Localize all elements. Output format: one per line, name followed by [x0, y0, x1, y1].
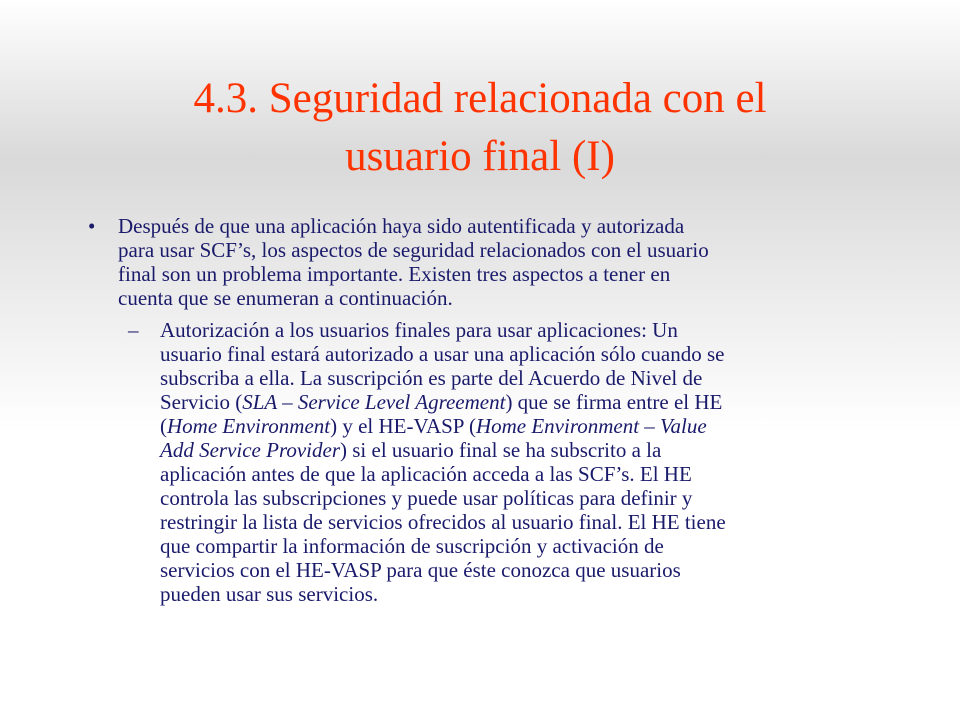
text-line: aplicación antes de que la aplicación acceda a las SCF’s. El HE: [160, 462, 692, 486]
bullet-level-1-text: [118, 214, 838, 310]
text-line: final son un problema importante. Existen tres aspectos a tener en: [118, 262, 671, 286]
text-line: [160, 438, 840, 462]
text-line: [160, 390, 840, 414]
text-fragment: ) y el HE-VASP (: [330, 414, 476, 438]
text-line: usuario final estará autorizado a usar una aplicación sólo cuando se: [160, 342, 725, 366]
text-fragment: ) que se firma entre el HE: [505, 390, 723, 414]
slide-title: [0, 70, 960, 186]
bullet-dash-icon: –: [128, 318, 139, 342]
text-fragment: Servicio (: [160, 390, 243, 414]
text-line: Después de que una aplicación haya sido autentificada y autorizada: [118, 214, 685, 238]
text-line: pueden usar sus servicios.: [160, 582, 379, 606]
italic-term: SLA – Service Level Agreement: [242, 390, 506, 414]
text-line: servicios con el HE-VASP para que éste conozca que usuarios: [160, 558, 681, 582]
bullet-level-2: [128, 318, 888, 606]
text-line: controla las subscripciones y puede usar políticas para definir y: [160, 486, 693, 510]
italic-term: Home Environment – Value: [475, 414, 707, 438]
slide-title-line-1: 4.3. Seguridad relacionada con el: [193, 75, 767, 122]
text-line: restringir la lista de servicios ofrecidos al usuario final. El HE tiene: [160, 510, 726, 534]
text-line: para usar SCF’s, los aspectos de seguridad relacionados con el usuario: [118, 238, 709, 262]
slide-body: [88, 214, 888, 606]
italic-term: Home Environment: [167, 414, 331, 438]
text-line: [160, 414, 840, 438]
slide-title-line-2: usuario final (I): [345, 133, 615, 180]
italic-term: Add Service Provider: [160, 438, 340, 462]
bullet-dot-icon: •: [88, 214, 96, 238]
text-line: Autorización a los usuarios finales para usar aplicaciones: Un: [160, 318, 678, 342]
text-fragment: (: [160, 414, 167, 438]
text-fragment: ) si el usuario final se ha subscrito a la: [340, 438, 662, 462]
text-line: que compartir la información de suscripción y activación de: [160, 534, 664, 558]
bullet-level-2-text: [160, 318, 840, 606]
bullet-level-1: [88, 214, 888, 310]
text-line: cuenta que se enumeran a continuación.: [118, 286, 453, 310]
text-line: subscriba a ella. La suscripción es parte del Acuerdo de Nivel de: [160, 366, 703, 390]
